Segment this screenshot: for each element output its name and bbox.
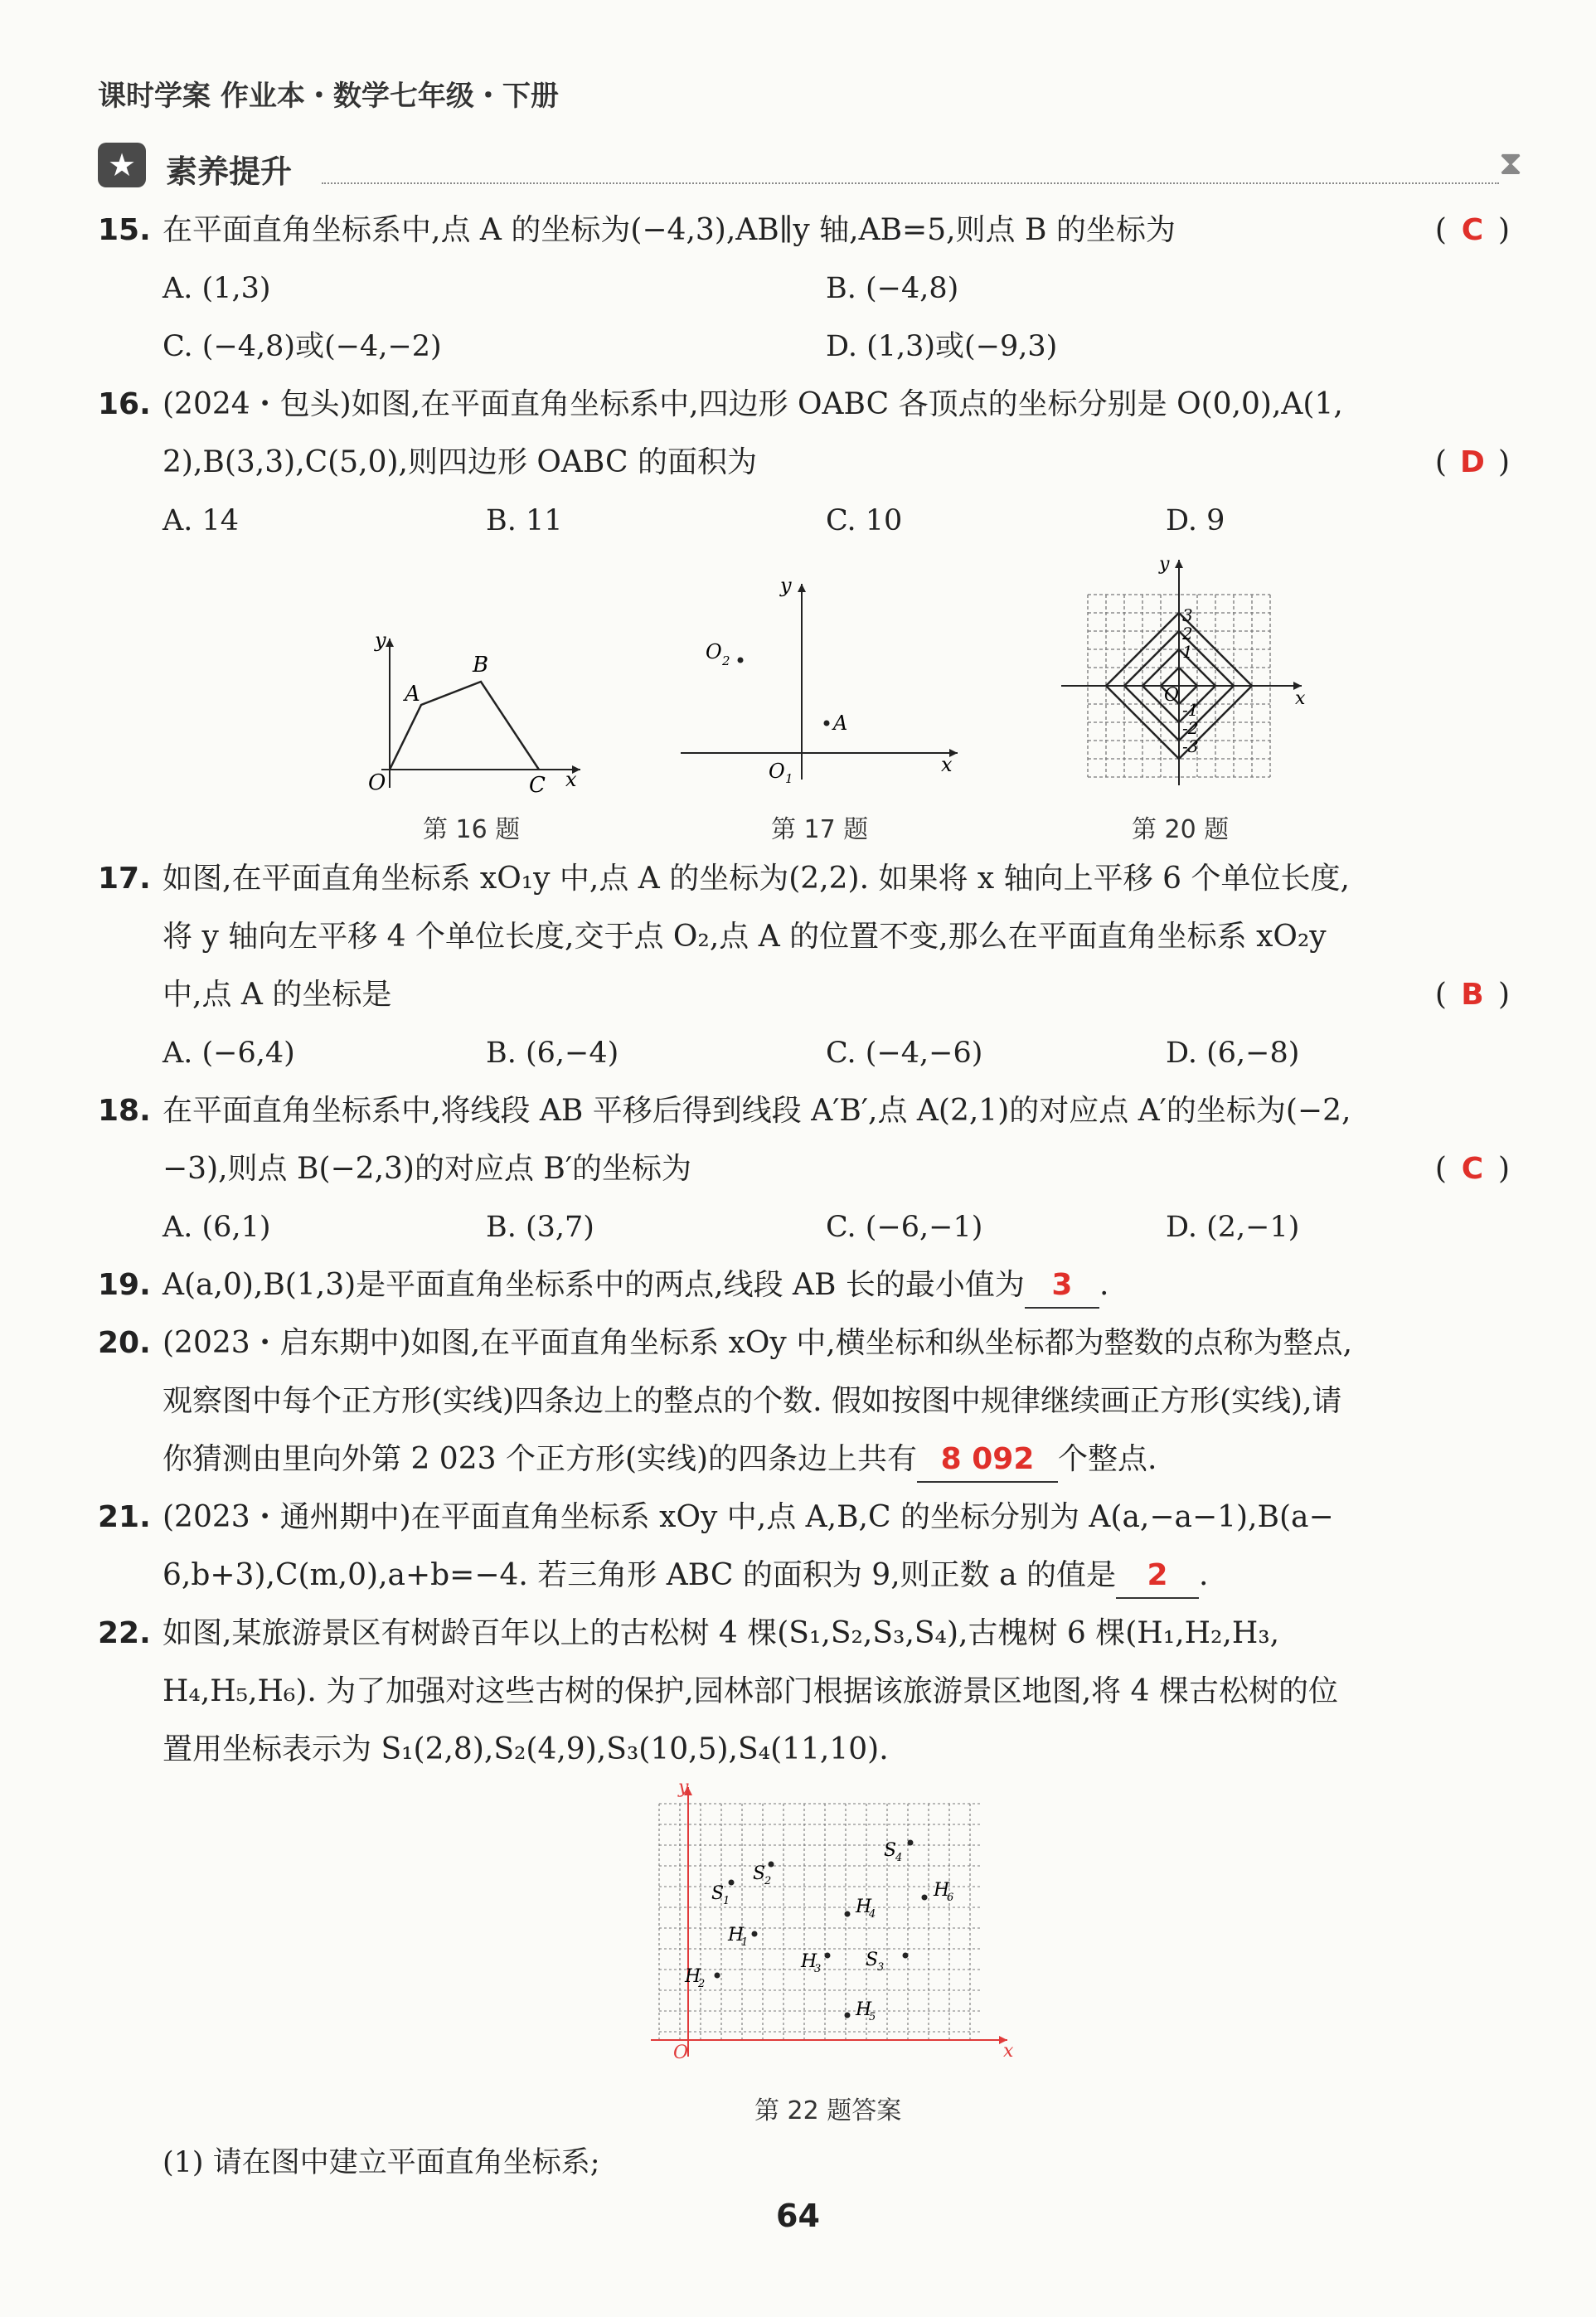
label-s4: S <box>884 1840 897 1861</box>
tick-3: 3 <box>1182 605 1193 625</box>
tick-neg3: -3 <box>1182 736 1199 756</box>
label-s4-sub: 4 <box>895 1852 903 1864</box>
axis-label-x: x <box>941 753 953 776</box>
question-text: 如图,在平面直角坐标系 xO₁y 中,点 A 的坐标为(2,2). 如果将 x 轴向上平移 6 个单位长度, <box>163 862 1350 896</box>
question-tail: 个整点. <box>1058 1442 1157 1476</box>
label-h3-sub: 3 <box>814 1963 822 1975</box>
origin-o1: O <box>769 760 785 783</box>
origin-o: O <box>673 2043 689 2063</box>
label-h4-sub: 4 <box>869 1908 876 1921</box>
tick-neg1: -1 <box>1182 700 1199 720</box>
question-22-line2: H₄,H₅,H₆). 为了加强对这些古树的保护,园林部门根据该旅游景区地图,将 4 棵古松树的位 <box>163 1674 1338 1708</box>
question-15 <box>98 202 1176 259</box>
question-22-part1: (1) 请在图中建立平面直角坐标系; <box>163 2146 600 2179</box>
option-a: A. (−6,4) <box>163 1037 295 1070</box>
label-h1-sub: 1 <box>741 1936 749 1949</box>
question-text: A(a,0),B(1,3)是平面直角坐标系中的两点,线段 AB 长的最小值为 <box>163 1268 1025 1302</box>
question-22 <box>98 1605 1279 1662</box>
label-s2: S <box>753 1863 766 1884</box>
question-number: 18. <box>98 1094 151 1128</box>
option-b: B. (6,−4) <box>486 1037 619 1070</box>
option-a: A. (1,3) <box>163 272 271 305</box>
question-text: (2023・启东期中)如图,在平面直角坐标系 xOy 中,横坐标和纵坐标都为整数的点称为整点, <box>163 1326 1353 1360</box>
figure-17-caption: 第 17 题 <box>771 815 869 844</box>
axis-label-y: y <box>678 1777 689 1798</box>
question-17-line3: 中,点 A 的坐标是 <box>163 978 392 1012</box>
question-tail: . <box>1199 1558 1209 1592</box>
axis-label-x: x <box>1003 2041 1014 2062</box>
tick-2: 2 <box>1182 624 1193 644</box>
option-d: D. 9 <box>1166 504 1225 537</box>
label-h6-sub: 6 <box>947 1892 954 1904</box>
hourglass-icon: ⧗ <box>1499 144 1523 182</box>
label-h1: H <box>728 1925 745 1945</box>
label-h5: H <box>856 1999 872 2020</box>
book-header: 课时学案 作业本・数学七年级・下册 <box>98 80 559 113</box>
question-number: 17. <box>98 862 151 896</box>
banner-divider <box>322 182 1499 184</box>
tick-1: 1 <box>1182 642 1193 662</box>
figure-22-caption: 第 22 题答案 <box>754 2096 902 2125</box>
label-s3: S <box>866 1950 879 1970</box>
option-d: D. (1,3)或(−9,3) <box>826 330 1058 363</box>
figure-16-caption: 第 16 题 <box>423 815 521 844</box>
origin-o1-subscript: 1 <box>785 771 793 786</box>
label-s2-sub: 2 <box>764 1875 772 1887</box>
option-c: C. (−6,−1) <box>826 1211 983 1244</box>
section-title: 素养提升 <box>166 153 293 190</box>
option-a: A. (6,1) <box>163 1211 271 1244</box>
star-icon: ★ <box>98 143 146 187</box>
point-o: O <box>368 770 386 795</box>
option-c: C. 10 <box>826 504 903 537</box>
label-s1-sub: 1 <box>723 1895 730 1907</box>
axis-label-y: y <box>1159 554 1170 575</box>
question-number: 22. <box>98 1616 151 1650</box>
answer-choice: D <box>1460 445 1485 479</box>
answer-paren-18: ( C ) <box>1435 1141 1510 1197</box>
answer-paren-16: ( D ) <box>1435 435 1510 491</box>
question-text: 6,b+3),C(m,0),a+b=−4. 若三角形 ABC 的面积为 9,则正数 a 的值是 <box>163 1558 1116 1592</box>
question-20 <box>98 1315 1352 1372</box>
option-b: B. (−4,8) <box>826 272 959 305</box>
question-number: 20. <box>98 1326 151 1360</box>
label-s3-sub: 3 <box>877 1961 885 1974</box>
option-b: B. 11 <box>486 504 563 537</box>
point-o2: O <box>706 640 722 663</box>
figure-17 <box>676 572 974 796</box>
option-d: D. (2,−1) <box>1166 1211 1300 1244</box>
axis-label-y: y <box>780 574 792 597</box>
question-19 <box>98 1257 1108 1314</box>
figure-16 <box>357 622 589 813</box>
option-d: D. (6,−8) <box>1166 1037 1300 1070</box>
label-h4: H <box>856 1897 872 1917</box>
question-22-line3: 置用坐标表示为 S₁(2,8),S₂(4,9),S₃(10,5),S₄(11,10). <box>163 1732 889 1766</box>
question-number: 16. <box>98 387 151 421</box>
question-18-line2: −3),则点 B(−2,3)的对应点 B′的坐标为 <box>163 1152 692 1186</box>
question-20-line3 <box>163 1431 1157 1488</box>
label-h3: H <box>801 1951 817 1972</box>
option-c: C. (−4,8)或(−4,−2) <box>163 330 442 363</box>
question-17-line2: 将 y 轴向左平移 4 个单位长度,交于点 O₂,点 A 的位置不变,那么在平面直角坐标系 xO₂y <box>163 920 1327 954</box>
axis-label-x: x <box>565 768 577 791</box>
figure-22 <box>638 1775 1028 2065</box>
question-text: 你猜测由里向外第 2 023 个正方形(实线)的四条边上共有 <box>163 1442 918 1476</box>
question-20-line2: 观察图中每个正方形(实线)四条边上的整点的个数. 假如按图中规律继续画正方形(实线),请 <box>163 1384 1342 1418</box>
question-tail: . <box>1099 1268 1109 1302</box>
figure-20-caption: 第 20 题 <box>1132 815 1230 844</box>
question-21-line2 <box>163 1547 1208 1604</box>
answer-choice: C <box>1461 1152 1484 1186</box>
answer-blank: 3 <box>1025 1264 1099 1309</box>
answer-paren-17: ( B ) <box>1435 967 1510 1023</box>
answer-paren-15: ( C ) <box>1435 202 1510 259</box>
label-h2-sub: 2 <box>698 1978 706 1990</box>
point-a: A <box>405 682 420 707</box>
answer-blank: 8 092 <box>917 1438 1058 1483</box>
page-number: 64 <box>776 2198 820 2234</box>
label-h5-sub: 5 <box>869 2011 876 2023</box>
point-o2-subscript: 2 <box>722 653 730 668</box>
question-number: 15. <box>98 213 151 247</box>
question-text: 在平面直角坐标系中,点 A 的坐标为(−4,3),AB∥y 轴,AB=5,则点 B 的坐标为 <box>163 213 1176 247</box>
tick-neg2: -2 <box>1182 718 1199 738</box>
answer-choice: B <box>1461 978 1484 1012</box>
point-a: A <box>833 712 848 735</box>
option-c: C. (−4,−6) <box>826 1037 983 1070</box>
label-s1: S <box>711 1883 725 1904</box>
figure-20 <box>1053 551 1318 792</box>
answer-choice: C <box>1461 213 1484 247</box>
question-text: 在平面直角坐标系中,将线段 AB 平移后得到线段 A′B′,点 A(2,1)的对应点 A′的坐标为(−2, <box>163 1094 1351 1128</box>
section-banner <box>98 139 1523 191</box>
question-16 <box>98 376 1343 433</box>
option-a: A. 14 <box>163 504 240 537</box>
axis-label-x: x <box>1295 688 1306 709</box>
answer-blank: 2 <box>1116 1554 1199 1599</box>
axis-label-y: y <box>375 629 386 652</box>
option-b: B. (3,7) <box>486 1211 594 1244</box>
question-text: 如图,某旅游景区有树龄百年以上的古松树 4 棵(S₁,S₂,S₃,S₄),古槐树 6 棵(H₁,H₂,H₃, <box>163 1616 1280 1650</box>
question-16-line2: 2),B(3,3),C(5,0),则四边形 OABC 的面积为 <box>163 445 758 479</box>
question-21 <box>98 1489 1334 1546</box>
question-17 <box>98 851 1350 907</box>
question-text: (2024・包头)如图,在平面直角坐标系中,四边形 OABC 各顶点的坐标分别是 O(0,0),A(1, <box>163 387 1343 421</box>
label-h6: H <box>934 1880 950 1901</box>
question-18 <box>98 1083 1351 1139</box>
question-number: 19. <box>98 1268 151 1302</box>
question-number: 21. <box>98 1500 151 1534</box>
point-c: C <box>529 773 546 798</box>
question-text: (2023・通州期中)在平面直角坐标系 xOy 中,点 A,B,C 的坐标分别为 A(a,−a−1),B(a− <box>163 1500 1334 1534</box>
point-b: B <box>473 653 489 678</box>
label-h2: H <box>685 1966 701 1987</box>
origin-o: O <box>1164 685 1180 706</box>
